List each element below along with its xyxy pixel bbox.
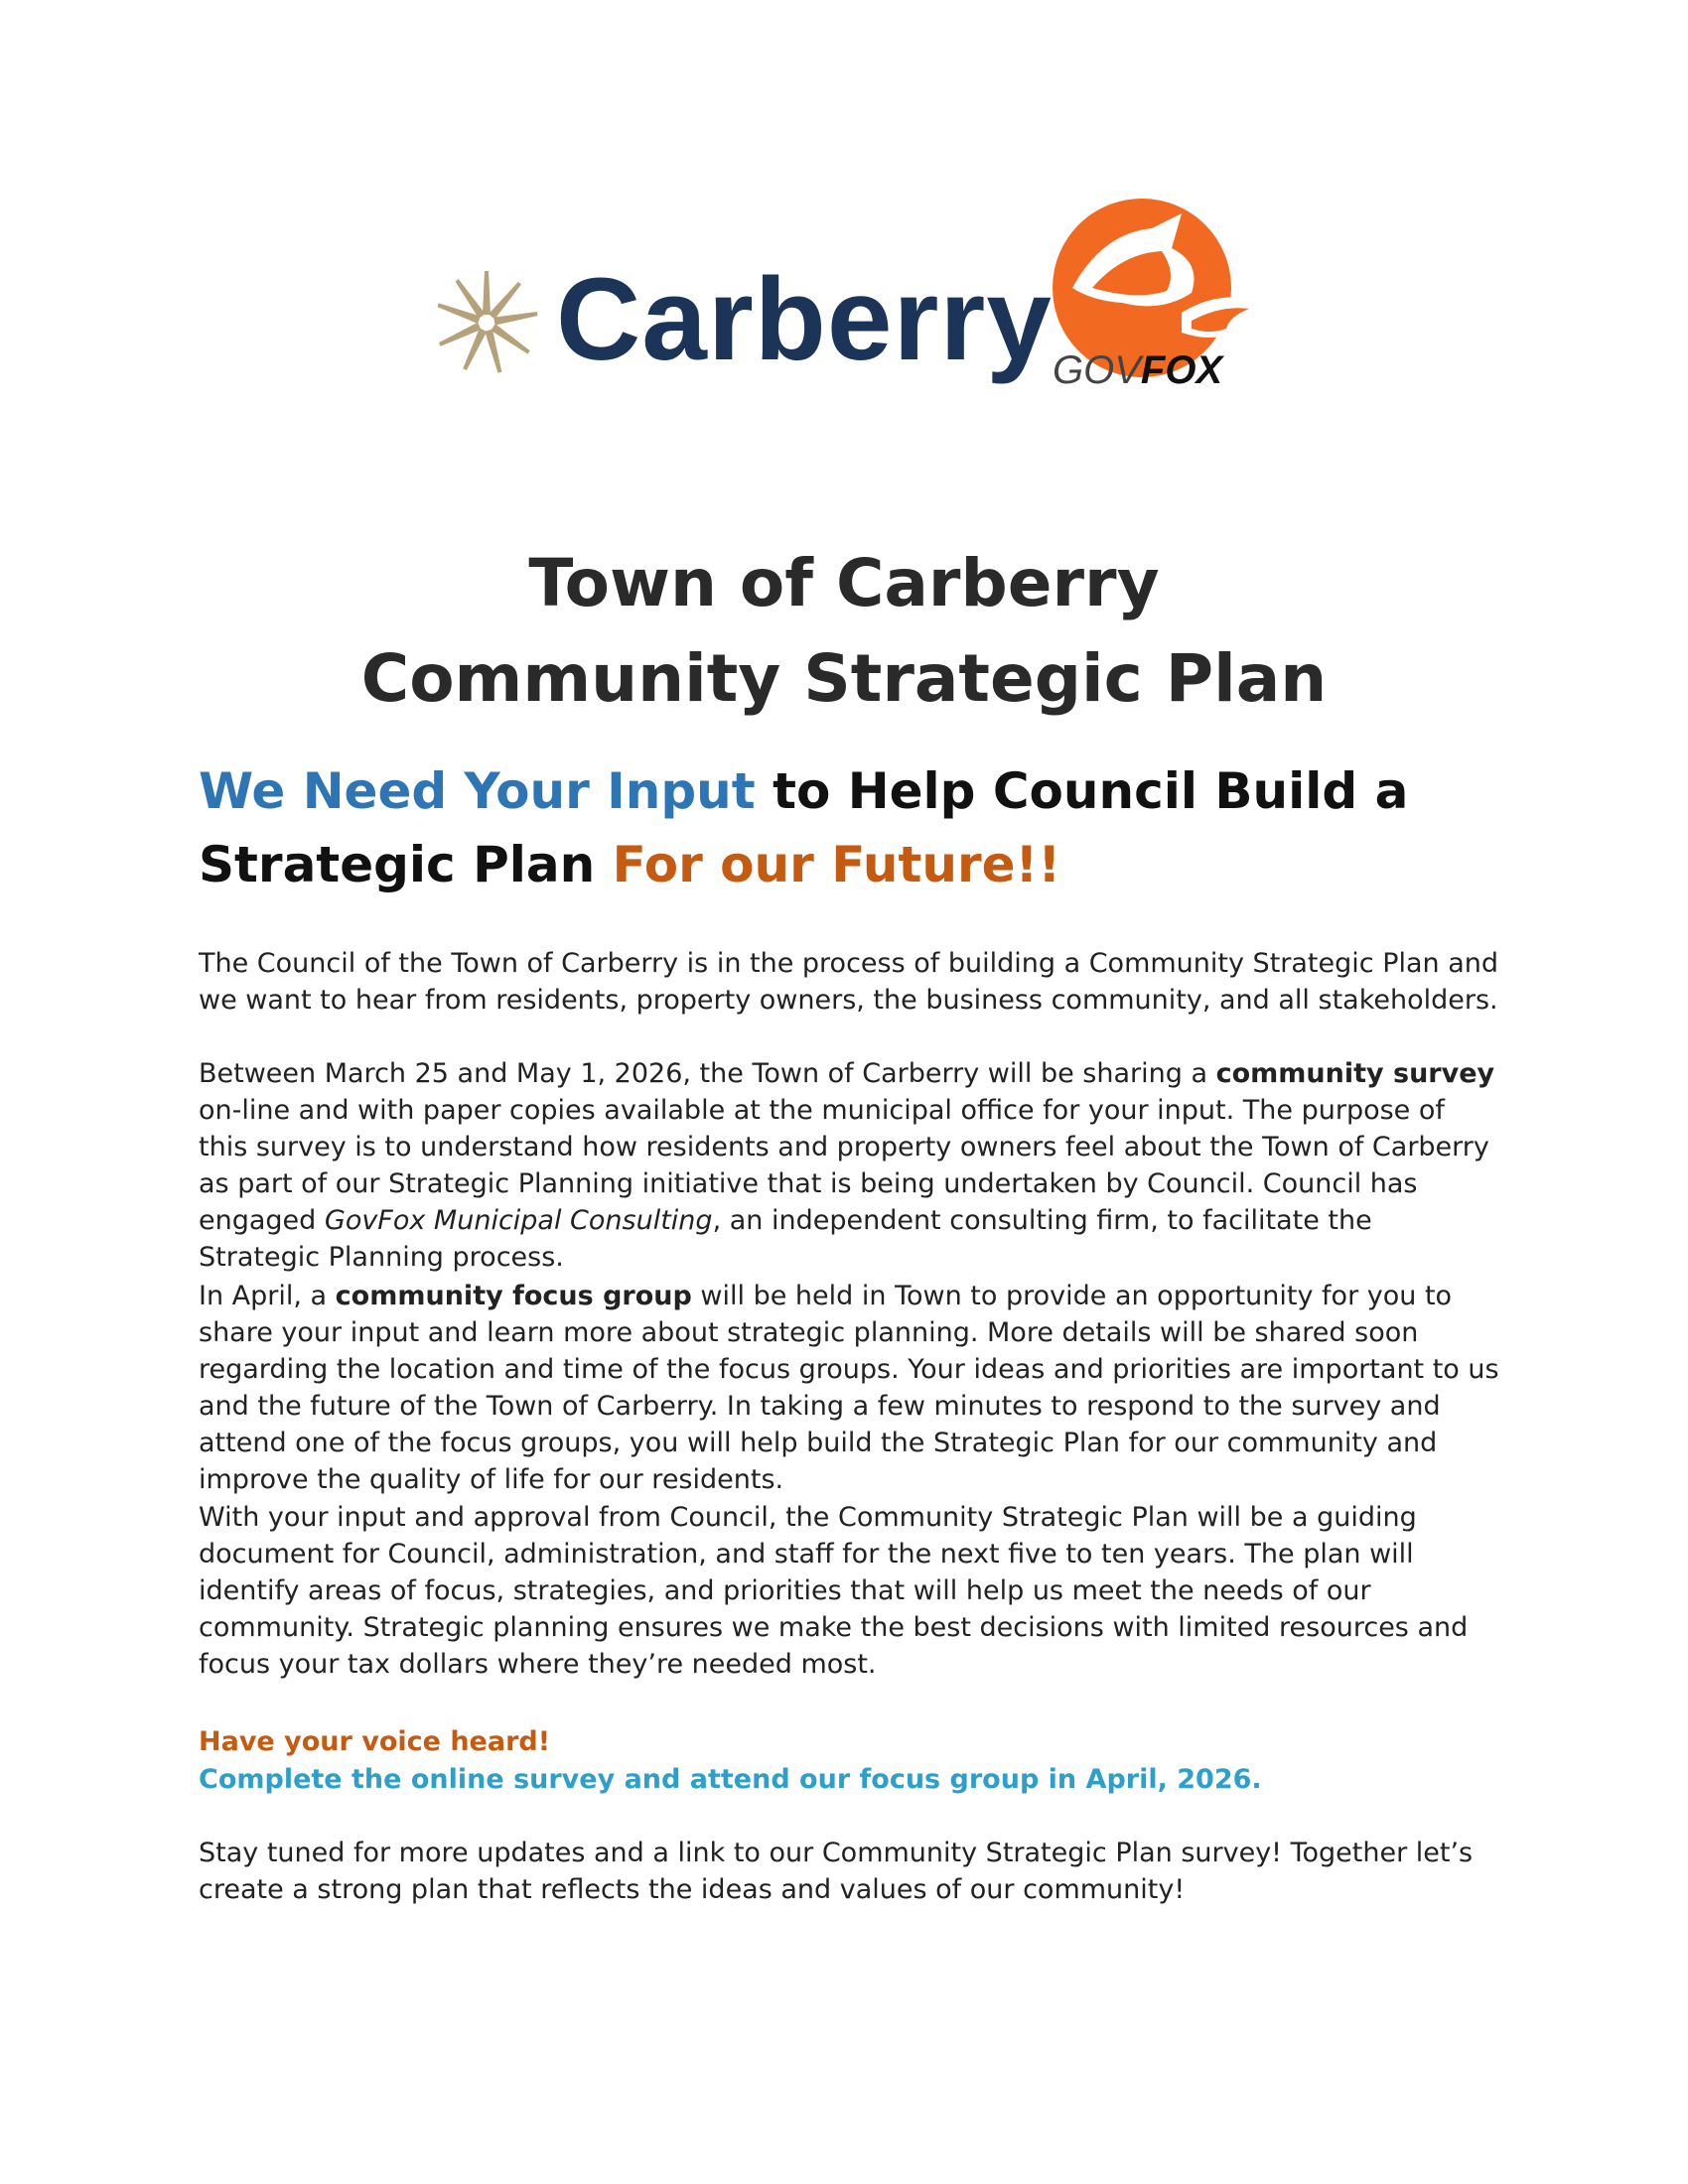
- subtitle-highlight-input: We Need Your Input: [199, 762, 756, 820]
- paragraph-guiding-document: [199, 1499, 1499, 1683]
- paragraph-stay-tuned: [199, 1835, 1499, 1908]
- focus-text-a: In April, a: [199, 1281, 336, 1311]
- subtitle-text-1: to Help Council Build a: [755, 762, 1409, 820]
- subtitle: [199, 754, 1489, 901]
- logo-row: [417, 194, 1271, 412]
- carberry-wordmark: Carberry: [556, 254, 1053, 385]
- cta-complete-survey: Complete the online survey and attend our focus group in April, 2026.: [199, 1764, 1262, 1795]
- title-line-1: Town of Carberry: [528, 545, 1160, 621]
- focus-text-c: will be held in Town to provide an opportunity for you to share your input and learn more about strategic planning. More details will be shared soon regarding the location and time of the focus groups. Your ideas and priorities are important to us and the future of the Town of Carberry. In taking a few minutes to respond to the survey and attend one of the focus groups, you will help build the Strategic Plan for our community and improve the quality of life for our residents.: [199, 1281, 1499, 1495]
- paragraph-survey: [199, 1055, 1499, 1276]
- page-title: [0, 536, 1688, 727]
- govfox-fox-text: FOX: [1140, 348, 1223, 392]
- paragraph-intro-text: The Council of the Town of Carberry is in the process of building a Community Strategic Plan and we want to hear from residents, property owners, the business community, and all stakeholders.: [199, 948, 1499, 1016]
- survey-text-c: on-line and with paper copies available at the municipal office for your input. The purpose of this survey is to understand how residents and property owners feel about the Town of Carberry as part of our Strategic Planning initiative that is being undertaken by Council. Council has engaged: [199, 1095, 1489, 1236]
- subtitle-highlight-future: For our Future!!: [612, 836, 1061, 893]
- paragraph-survey-text: [199, 1055, 1499, 1276]
- survey-text-a: Between March 25 and May 1, 2026, the Town of Carberry will be sharing a: [199, 1058, 1216, 1089]
- paragraph-guiding-document-text: With your input and approval from Council, the Community Strategic Plan will be a guiding document for Council, administration, and staff for the next five to ten years. The plan will identify areas of focus, strategies, and priorities that will help us meet the needs of our community. Strategic planning ensures we make the best decisions with limited resources and focus your tax dollars where they’re needed most.: [199, 1502, 1469, 1680]
- survey-bold: community survey: [1215, 1058, 1495, 1089]
- paragraph-focus-group: [199, 1278, 1499, 1498]
- carberry-starburst-icon: [427, 263, 546, 382]
- survey-text-e: , an independent consulting firm, to facilitate the Strategic Planning process.: [199, 1205, 1372, 1273]
- focus-bold: community focus group: [335, 1281, 692, 1311]
- title-line-2: Community Strategic Plan: [360, 640, 1328, 717]
- survey-italic-firm: GovFox Municipal Consulting: [324, 1205, 713, 1236]
- govfox-wordmark: [1053, 350, 1222, 390]
- paragraph-stay-tuned-text: Stay tuned for more updates and a link to our Community Strategic Plan survey! Together let’s create a strong plan that reflects the ideas and values of our community!: [199, 1838, 1474, 1905]
- cta-voice-heard: Have your voice heard!: [199, 1726, 551, 1757]
- paragraph-focus-group-text: [199, 1278, 1499, 1498]
- paragraph-intro: [199, 945, 1499, 1019]
- call-to-action: [199, 1723, 1489, 1799]
- govfox-gov-text: GOV: [1053, 348, 1141, 392]
- subtitle-text-2: Strategic Plan: [199, 836, 613, 893]
